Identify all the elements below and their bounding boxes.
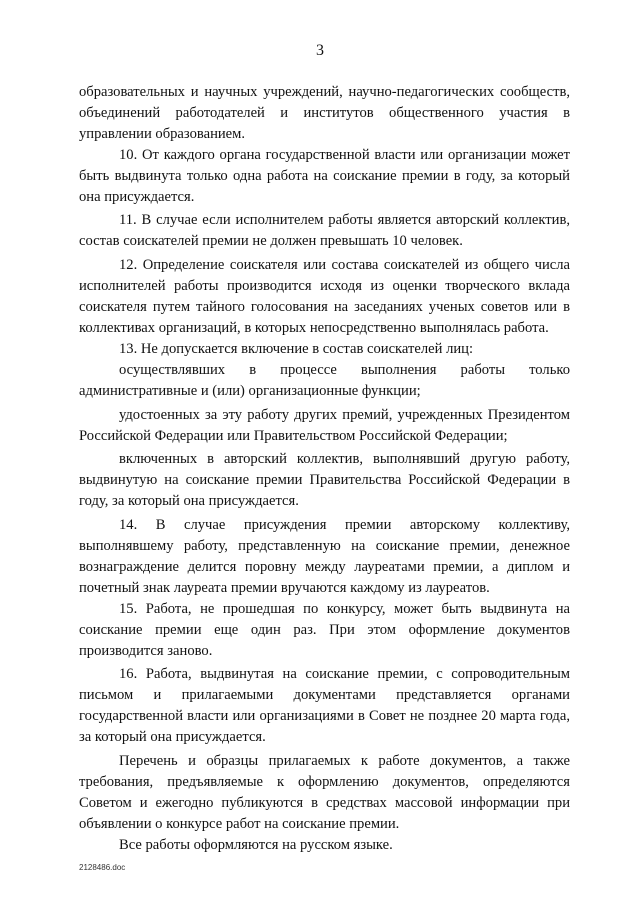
paragraph-language: Все работы оформляются на русском языке. [119, 836, 393, 853]
document-filename: 2128486.doc [79, 863, 126, 872]
paragraph-16: 16. Работа, выдвинутая на соискание премии, с сопроводительным письмом и прилагаемыми документами представляется органами государственной власти или организациями в Совет не позднее 20 марта года, за который она присуждается. [79, 666, 570, 746]
paragraph-13-item-2: удостоенных за эту работу других премий, учрежденных Президентом Российской Федерации или Правительством Российской Федерации; [79, 406, 570, 444]
paragraph-13-item-1: осуществлявших в процессе выполнения работы только административные и (или) организационные функции; [79, 361, 570, 399]
paragraph-12: 12. Определение соискателя или состава соискателей из общего числа исполнителей работы производится исходя из оценки творческого вклада соискателя путем тайного голосования на заседаниях ученых советов или в коллективах организаций, в которых непосредственно выполнялась работа. [79, 257, 570, 336]
paragraph-14: 14. В случае присуждения премии авторскому коллективу, выполнявшему работу, представленную на соискание премии, денежное вознаграждение делится поровну между лауреатами премии, а диплом и почетный знак лауреата премии вручаются каждому из лауреатов. [79, 517, 570, 596]
paragraph-13: 13. Не допускается включение в состав соискателей лиц: [119, 340, 474, 357]
document-body [79, 82, 570, 856]
paragraph-documents: Перечень и образцы прилагаемых к работе документов, а также требования, предъявляемые к оформлению документов, определяются Советом и ежегодно публикуются в средствах массовой информации при объявлении о конкурсе работ на соискание премии. [79, 753, 570, 832]
page-number: 3 [316, 42, 324, 59]
paragraph-11: 11. В случае если исполнителем работы является авторский коллектив, состав соискателей премии не должен превышать 10 человек. [79, 212, 570, 250]
paragraph-15: 15. Работа, не прошедшая по конкурсу, может быть выдвинута на соискание премии еще один раз. При этом оформление документов производится заново. [79, 600, 570, 659]
paragraph-continuation: образовательных и научных учреждений, научно-педагогических сообществ, объединений работодателей и институтов общественного участия в управлении образованием. [79, 84, 570, 142]
paragraph-10: 10. От каждого органа государственной власти или организации может быть выдвинута только одна работа на соискание премии в году, за который она присуждается. [79, 146, 570, 205]
paragraph-13-item-3: включенных в авторский коллектив, выполнявший другую работу, выдвинутую на соискание премии Правительства Российской Федерации в году, за который она присуждается. [79, 451, 570, 510]
